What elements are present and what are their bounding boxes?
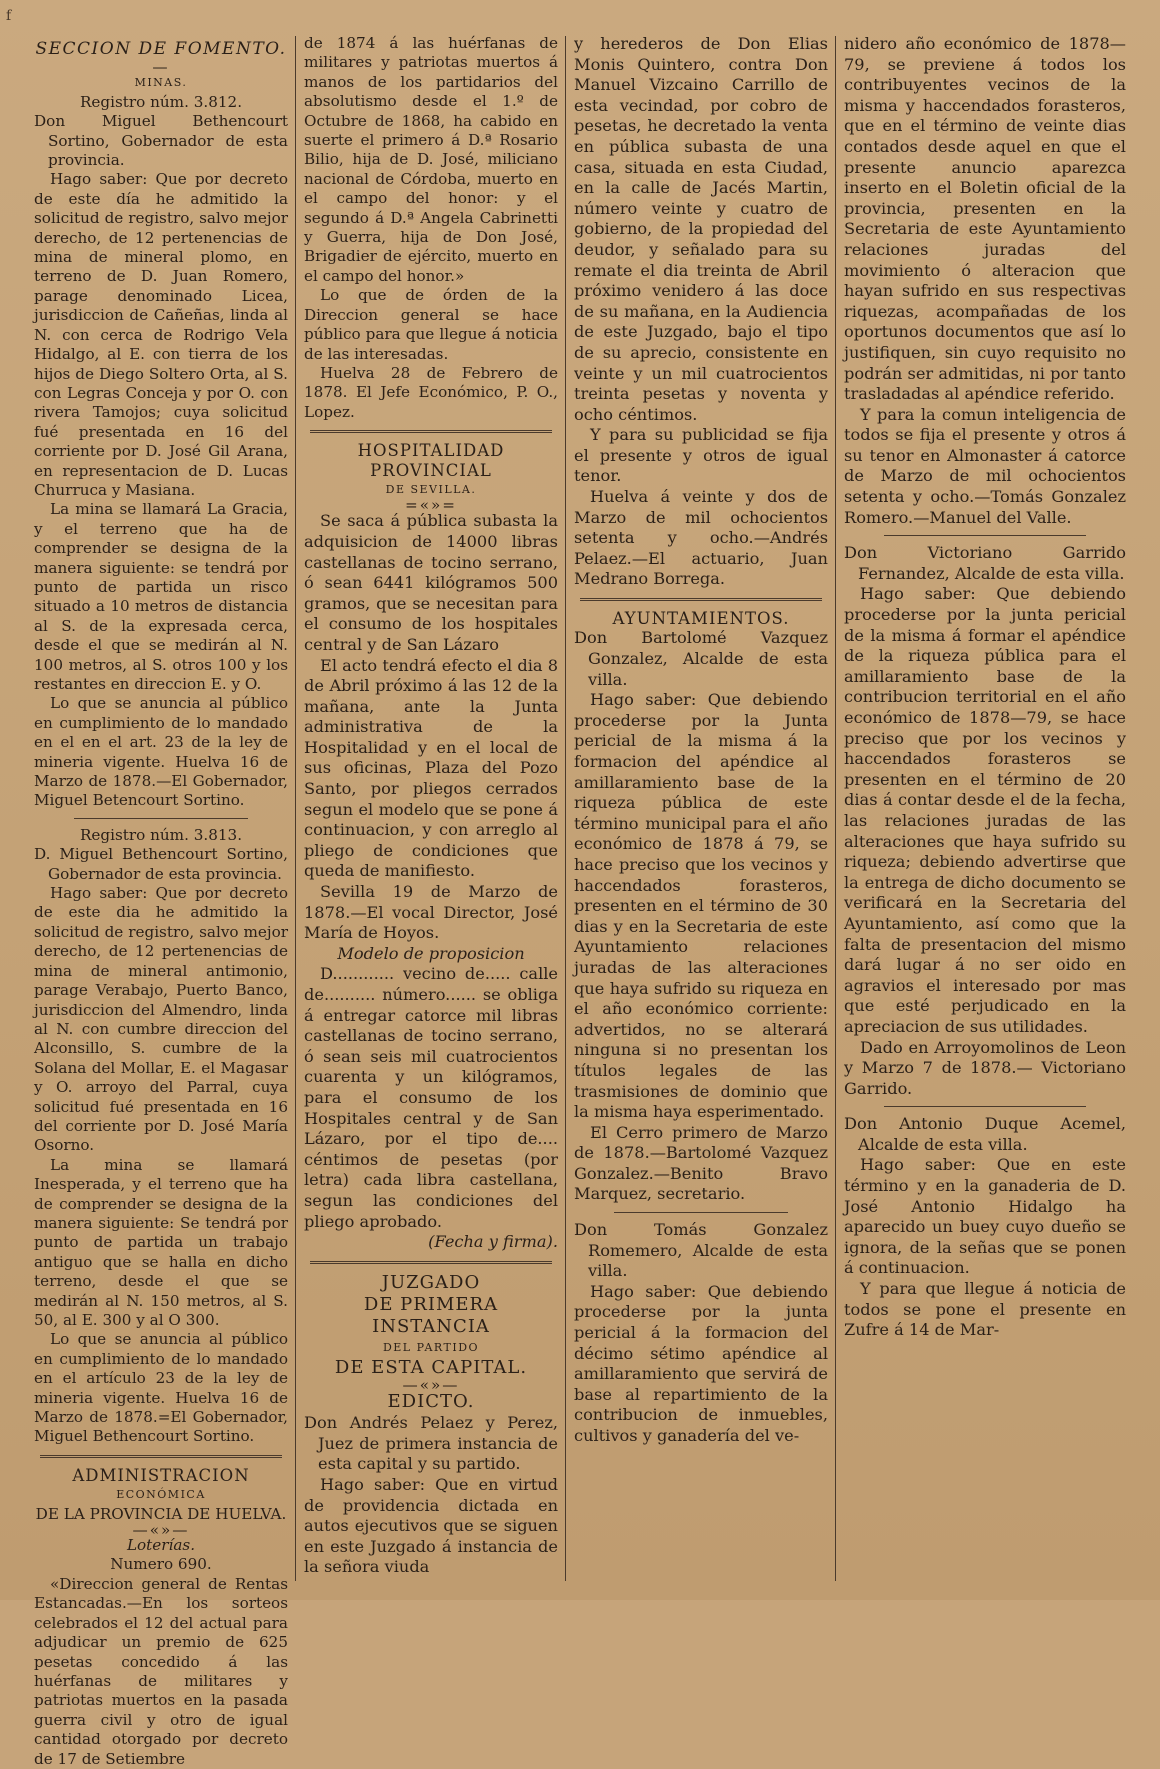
- paragraph: La mina se llamará Inesperada, y el terreno que ha de comprender se designa de la manera siguiente: Se tendrá por punto de partida un trabajo antiguo que se halla en dicho terreno, desde el que se medirán al N. 150 metros, al S. 50, al E. 300 y al O 300.: [34, 1155, 288, 1329]
- paragraph: Huelva á veinte y dos de Marzo de mil ochocientos setenta y ocho.—Andrés Pelaez.—El actuario, Juan Medrano Borrega.: [574, 487, 828, 589]
- paragraph: D............ vecino de..... calle de.......... número...... se obliga á entregar catorce mil libras castellanas de tocino serrano, ó sean seis mil cuatrocientos cuarenta y un kilógramos, para el consumo de los Hospitales central y de San Lázaro, por el tipo de.... céntimos de pesetas (por letra) cada libra castellana, segun las condiciones del pliego aprobado.: [304, 964, 558, 1231]
- column-3: [568, 34, 834, 1594]
- hospital-subheading: DE SEVILLA.: [385, 482, 477, 496]
- juzgado-subheading: DEL PARTIDO: [382, 1340, 480, 1354]
- juzgado-header: Don Andrés Pelaez y Perez, Juez de primera instancia de esta capital y su partido.: [304, 1413, 558, 1474]
- admin-subheading: ECONÓMICA: [116, 1488, 206, 1502]
- divider: [310, 430, 552, 433]
- juzgado-heading: JUZGADO: [381, 1271, 481, 1293]
- paragraph: Hago saber: Que debiendo procederse por la junta pericial á la formacion del décimo sétimo apéndice al amillaramiento que servirá de base al repartimiento de la contribucion de inmuebles, cultivos y ganadería del ve-: [574, 1281, 828, 1445]
- divider: [40, 1455, 282, 1458]
- separator: =«»=: [404, 496, 458, 515]
- alcalde-header: Don Antonio Duque Acemel, Alcalde de esta villa.: [844, 1114, 1126, 1154]
- juzgado-subheading: DE ESTA CAPITAL.: [334, 1357, 528, 1379]
- paragraph: El Cerro primero de Marzo de 1878.—Bartolomé Vazquez Gonzalez.—Benito Bravo Marquez, secretario.: [574, 1122, 828, 1204]
- paragraph: Se saca á pública subasta la adquisicion de 14000 libras castellanas de tocino serrano, ó sean 6441 kilógramos 500 gramos, que se necesitan para el consumo de los hospitales central y de San Lázaro: [304, 511, 558, 654]
- paragraph: Lo que se anuncia al público en cumplimiento de lo mandado en el artículo 23 de la ley de mineria vigente. Huelva 16 de Marzo de 1878.=El Gobernador, Miguel Bethencourt Sortino.: [34, 1330, 288, 1446]
- paragraph: nidero año económico de 1878—79, se previene á todos los contribuyentes vecinos de la misma y haccendados forasteros, que en el término de veinte dias contados desde aquel en que el presente anuncio aparezca inserto en el Boletin oficial de la provincia, presenten en la Secretaria de este Ayuntamiento relaciones juradas del movimiento ó alteracion que hayan sufrido en sus respectivas riquezas, acompañadas de los oportunos documentos que así lo justifiquen, sin cuyo requisito no podrán ser admitidas, ni por tanto trasladadas al apéndice referido.: [844, 34, 1126, 404]
- registro-title: Registro núm. 3.813.: [79, 825, 243, 844]
- paragraph: Hago saber: Que en este término y en la ganaderia de D. José Antonio Hidalgo ha aparecido un buey cuyo dueño se ignora, de la señas que se ponen á continuacion.: [844, 1155, 1126, 1278]
- admin-subheading: DE LA PROVINCIA DE HUELVA.: [35, 1504, 287, 1523]
- minas-label: MINAS.: [134, 76, 188, 90]
- paragraph: Lo que de órden de la Direccion general se hace público para que llegue á noticia de las interesadas.: [304, 286, 558, 363]
- alcalde-header: Don Victoriano Garrido Fernandez, Alcalde de esta villa.: [844, 543, 1126, 583]
- registro-header: Don Miguel Bethencourt Sortino, Gobernador de esta provincia.: [34, 112, 288, 170]
- edicto-title: EDICTO.: [387, 1391, 475, 1413]
- paragraph: Hago saber: Que por decreto de este día he admitido la solicitud de registro, salvo mejor derecho, de 12 pertenencias de mina de mineral plomo, en terreno de D. Juan Romero, parage denominado Licea, jurisdiccion de Cañeñas, linda al N. con cerca de Rodrigo Vela Hidalgo, al E. con tierra de los hijos de Diego Soltero Orta, al S. con Legras Conceja y por O. con rivera Tamojos; cuya solicitud fué presentada en 16 del corriente por D. José Gil Arana, en representacion de D. Lucas Churruca y Masiana.: [34, 170, 288, 499]
- alcalde-header: Don Tomás Gonzalez Romemero, Alcalde de esta villa.: [574, 1220, 828, 1281]
- section-title: SECCION DE FOMENTO.: [35, 39, 287, 59]
- column-divider: [295, 36, 296, 1581]
- paragraph: Hago saber: Que en virtud de providencia dictada en autos ejecutivos que se siguen en este Juzgado á instancia de la señora viuda: [304, 1474, 558, 1577]
- paragraph: y herederos de Don Elias Monis Quintero, contra Don Manuel Vizcaino Carrillo de esta vecindad, por cobro de pesetas, he decretado la venta en pública subasta de una casa, situada en esta Ciudad, en la calle de Jacés Martin, número veinte y cuatro de gobierno, de la propiedad del deudor, y señalado para su remate el dia treinta de Abril próximo venidero á las doce de su mañana, en la Audiencia de este Juzgado, bajo el tipo de su aprecio, consistente en veinte y un mil cuatrocientos treinta pesetas y noventa y ocho céntimos.: [574, 34, 828, 424]
- paragraph: Y para su publicidad se fija el presente y otros de igual tenor.: [574, 425, 828, 486]
- separator: —«»—: [402, 1376, 460, 1395]
- paragraph: Hago saber: Que debiendo procederse por la junta pericial de la misma á formar el apéndice de la riqueza pública para el amillaramiento base de la contribucion territorial en el año económico de 1878—79, se hace preciso que por los vecinos y haccendados forasteros se presenten en el término de 20 dias á contar desde el de la fecha, las relaciones juradas de las alteraciones que haya sufrido su riqueza; debiendo advertirse que la entrega de dicho documento se verificará en la Secretaria del Ayuntamiento, así como que la falta de presentacion del mismo dará lugar á no ser oido en agravios el interesado por mas que esté perjudicado en la apreciacion de sus utilidades.: [844, 584, 1126, 1036]
- paragraph: de 1874 á las huérfanas de militares y patriotas muertos á manos de los partidarios del absolutismo desde el 1.º de Octubre de 1868, ha cabido en suerte el primero á D.ª Rosario Bilio, hija de D. José, miliciano nacional de Córdoba, muerto en el campo del honor: y el segundo á D.ª Angela Cabrinetti y Guerra, hija de Don José, Brigadier de ejército, muerto en el campo del honor.»: [304, 34, 558, 285]
- paragraph: Huelva 28 de Febrero de 1878. El Jefe Económico, P. O., Lopez.: [304, 363, 558, 421]
- paragraph: La mina se llamará La Gracia, y el terreno que ha de comprender se designa de la manera siguiente: se tendrá por punto de partida un risco situado a 10 metros de distancia al S. de la expresada cerca, desde el que se medirán al N. 100 metros, al S. otros 100 y los restantes en direccion E. y O.: [34, 500, 288, 693]
- paragraph: Hago saber: Que por decreto de este dia he admitido la solicitud de registro, salvo mejor derecho, de 12 pertenencias de mina de mineral antimonio, parage Verabajo, Puerto Banco, jurisdiccion del Almendro, linda al N. con cumbre direccion del Alconsillo, S. cumbre de la Solana del Mollar, E. el Magasar y O. arroyo del Parral, cuya solicitud fué presentada en 16 del corriente por D. José María Osorno.: [34, 884, 288, 1155]
- paragraph: El acto tendrá efecto el dia 8 de Abril próximo á las 12 de la mañana, ante la Junta administrativa de la Hospitalidad y en el local de sus oficinas, Plaza del Pozo Santo, por pliegos cerrados segun el modelo que se pone á continuacion, y con arreglo al pliego de condiciones que queda de manifiesto.: [304, 655, 558, 881]
- paragraph: Hago saber: Que debiendo procederse por la Junta pericial de la misma á la formacion del apéndice al amillaramiento base de la riqueza pública de este término municipal para el año económico de 1878 á 79, se hace preciso que los vecinos y haccendados forasteros, presenten en el término de 30 dias y en la Secretaria de este Ayuntamiento relaciones juradas de las alteraciones que haya sufrido su riqueza en el año económico corriente: advertidos, no se alterará ninguna si no presentan los títulos legales de las trasmisiones de dominio que la misma haya esperimentado.: [574, 690, 828, 1122]
- separator: —«»—: [132, 1521, 190, 1540]
- column-divider: [835, 36, 836, 1581]
- paragraph: Y para que llegue á noticia de todos se pone el presente en Zufre á 14 de Mar-: [844, 1279, 1126, 1340]
- paragraph: Sevilla 19 de Marzo de 1878.—El vocal Director, José María de Hoyos.: [304, 882, 558, 943]
- modelo-title: Modelo de proposicion: [337, 943, 525, 963]
- loterias-title: Loterías.: [126, 1536, 196, 1555]
- column-divider: [565, 36, 566, 1581]
- separator: —: [152, 58, 170, 77]
- divider: [884, 535, 1086, 536]
- divider: [74, 818, 248, 819]
- divider: [310, 1261, 552, 1264]
- hospital-heading: HOSPITALIDAD PROVINCIAL: [357, 441, 505, 480]
- paragraph: Y para la comun inteligencia de todos se fija el presente y otros á su tenor en Almonaster á catorce de Marzo de mil ochocientos setenta y ocho.—Tomás Gonzalez Romero.—Manuel del Valle.: [844, 404, 1126, 527]
- divider: [614, 1212, 788, 1213]
- juzgado-subheading: DE PRIMERA INSTANCIA: [363, 1293, 499, 1337]
- ayuntamientos-heading: AYUNTAMIENTOS.: [612, 609, 790, 629]
- paragraph: «Direccion general de Rentas Estancadas.—En los sorteos celebrados el 12 del actual para adjudicar un premio de 625 pesetas concedido á las huérfanas de militares y patriotas muertos en la pasada guerra civil y otro de igual cantidad otorgado por decreto de 17 de Setiembre: [34, 1574, 288, 1768]
- numero-label: Numero 690.: [110, 1555, 212, 1574]
- fecha-firma: (Fecha y firma).: [428, 1232, 558, 1252]
- column-1: [28, 34, 294, 1768]
- corner-mark: f: [6, 8, 12, 24]
- alcalde-header: Don Bartolomé Vazquez Gonzalez, Alcalde de esta villa.: [574, 628, 828, 689]
- divider: [884, 1106, 1086, 1107]
- admin-heading: ADMINISTRACION: [72, 1465, 250, 1485]
- paragraph: Lo que se anuncia al público en cumplimiento de lo mandado en el en el art. 23 de la ley de mineria vigente. Huelva 16 de Marzo de 1878.—El Gobernador, Miguel Betencourt Sortino.: [34, 694, 288, 810]
- column-2: [298, 34, 564, 1594]
- divider: [580, 598, 822, 601]
- registro-title: Registro núm. 3.812.: [79, 92, 243, 111]
- registro-header: D. Miguel Bethencourt Sortino, Gobernador de esta provincia.: [34, 845, 288, 883]
- paragraph: Dado en Arroyomolinos de Leon y Marzo 7 de 1878.— Victoriano Garrido.: [844, 1037, 1126, 1098]
- column-4: [838, 34, 1132, 1594]
